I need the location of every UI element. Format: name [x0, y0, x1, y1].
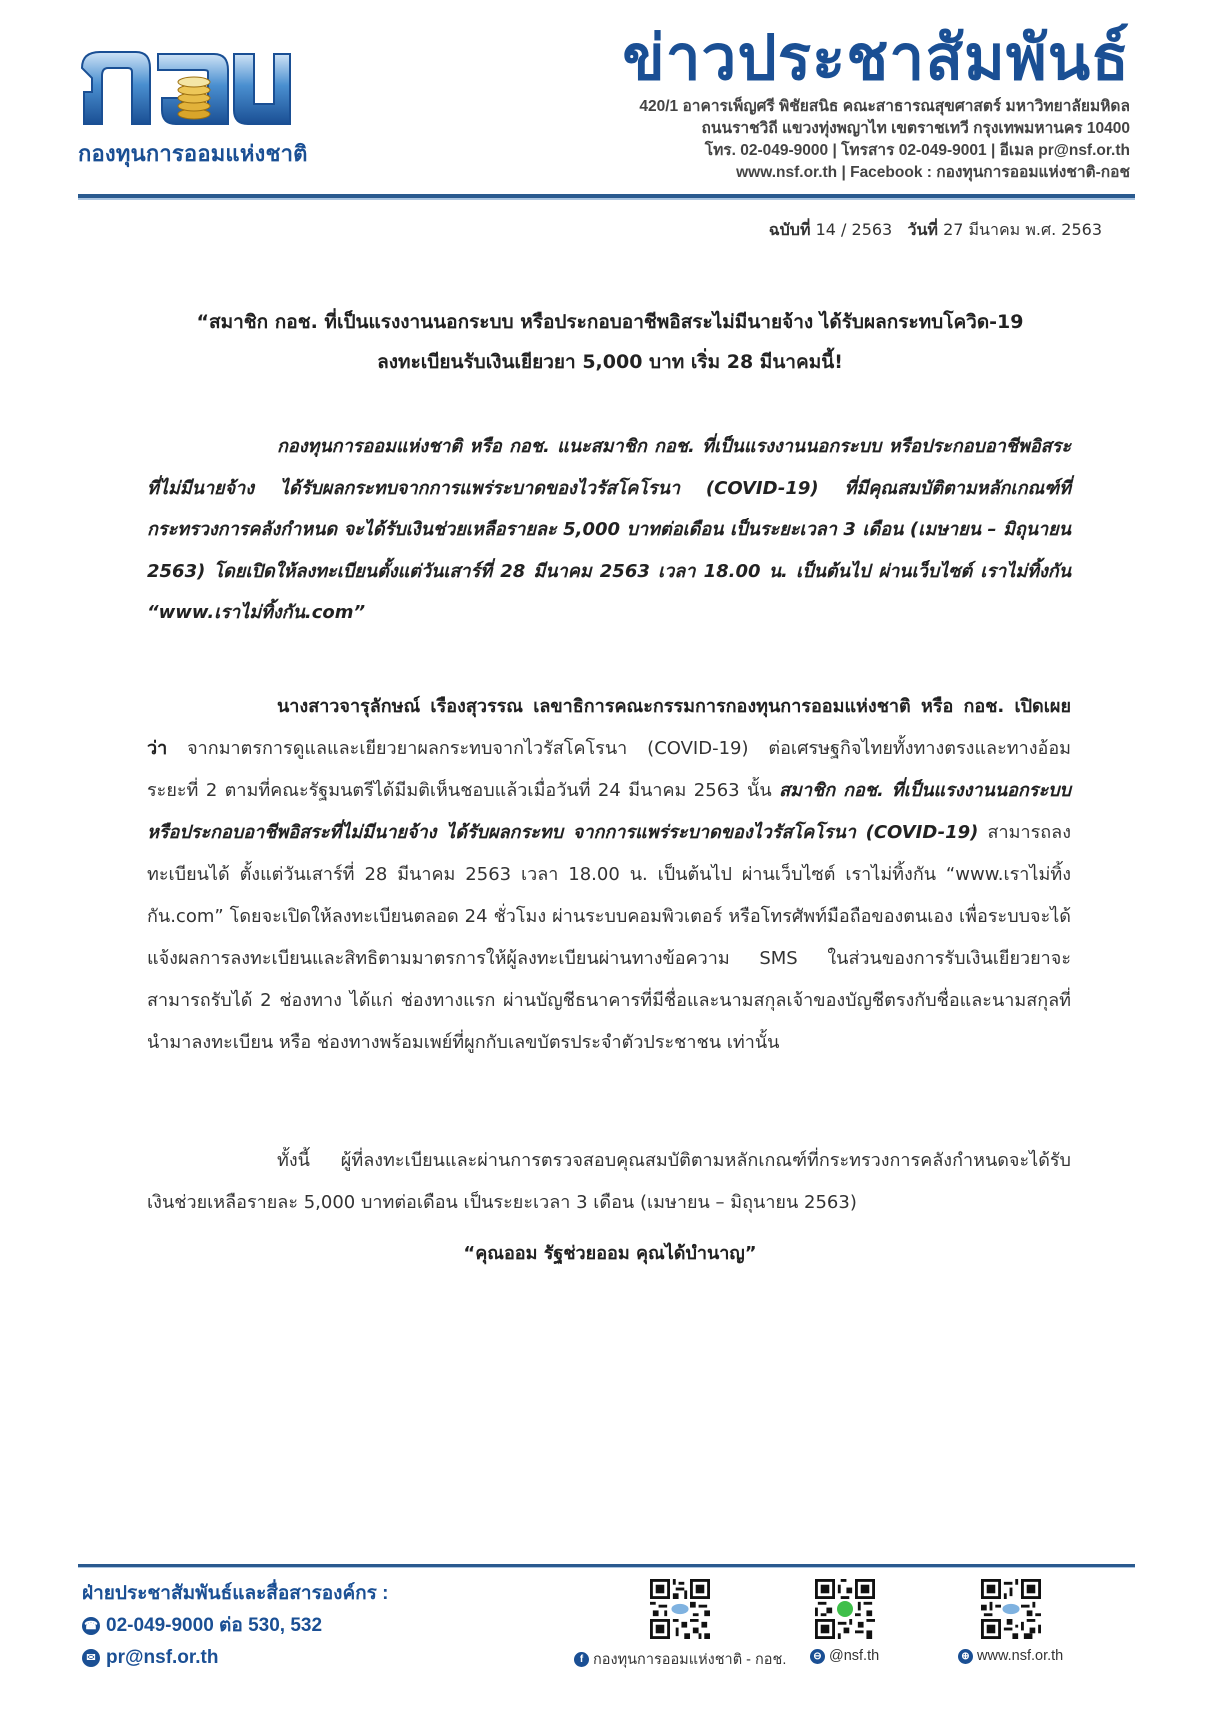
website-link[interactable]: [958, 1648, 1063, 1664]
contact-line: โทร. 02-049-9000 | โทรสาร 02-049-9001 | อีเมล pr@nsf.or.th: [704, 142, 1130, 159]
address-line-2: ถนนราชวิถี แขวงทุ่งพญาไท เขตราชเทวี กรุงเทพมหานคร 10400: [701, 120, 1130, 137]
issue-info: [769, 218, 1102, 243]
paragraph-statement: [147, 686, 1071, 1064]
qr-website: [958, 1578, 1063, 1664]
headline: [120, 302, 1100, 382]
footer-email-row: [82, 1642, 389, 1674]
globe-icon: ⊕: [958, 1649, 973, 1664]
qr-code-icon: [650, 1578, 710, 1640]
page-title: ข่าวประชาสัมพันธ์: [622, 24, 1130, 93]
footer-contact: [82, 1578, 389, 1674]
line-link[interactable]: [810, 1648, 879, 1664]
date-label: วันที่: [907, 220, 938, 239]
statement-text-b: สามารถลงทะเบียนได้ ตั้งแต่วันเสาร์ที่ 28 มีนาคม 2563 เวลา 18.00 น. เป็นต้นไป ผ่านเว็บไซต์ เราไม่ทิ้งกัน “www.เราไม่ทิ้งกัน.com” โดยจะเปิดให้ลงทะเบียนตลอด 24 ชั่วโมง ผ่านระบบคอมพิวเตอร์ หรือโทรศัพท์มือถือของตนเอง เพื่อระบบจะได้แจ้งผลการลงทะเบียนและสิทธิตามมาตรการให้ผู้ลงทะเบียนผ่านทางข้อความ SMS ในส่วนของการรับเงินเยียวยาจะสามารถรับได้ 2 ช่องทาง ได้แก่ ช่องทางแรก ผ่านบัญชีธนาคารที่มีชื่อและนามสกุลเจ้าของบัญชีตรงกับชื่อและนามสกุลที่นำมาลงทะเบียน หรือ ช่องทางพร้อมเพย์ที่ผูกกับเลขบัตรประจำตัวประชาชน เท่านั้น: [147, 822, 1071, 1053]
footer-phone-row: [82, 1610, 389, 1642]
statement-text-a: จากมาตรการดูแลและเยียวยาผลกระทบจากไวรัสโคโรนา (COVID-19) ต่อเศรษฐกิจไทยทั้งทางตรงและทางอ้อม ระยะที่ 2 ตามที่คณะรัฐมนตรีได้มีมติเห็นชอบแล้วเมื่อวันที่ 24 มีนาคม 2563 นั้น: [147, 738, 1071, 801]
issue-date: 27 มีนาคม พ.ศ. 2563: [943, 220, 1102, 239]
email-icon: ✉: [82, 1649, 100, 1667]
paragraph-conclusion: [147, 1140, 1071, 1223]
qr-code-icon: [815, 1578, 875, 1640]
qr-code-website[interactable]: [981, 1578, 1041, 1640]
qr-code-line[interactable]: [815, 1578, 875, 1640]
footer-department: ฝ่ายประชาสัมพันธ์และสื่อสารองค์กร :: [82, 1583, 389, 1604]
slogan: “คุณออม รัฐช่วยออม คุณได้บำนาญ”: [463, 1243, 757, 1264]
qr-code-facebook[interactable]: [650, 1578, 710, 1640]
paragraph-conclusion-text: ทั้งนี้ ผู้ที่ลงทะเบียนและผ่านการตรวจสอบคุณสมบัติตามหลักเกณฑ์ที่กระทรวงการคลังกำหนดจะได้รับเงินช่วยเหลือรายละ 5,000 บาทต่อเดือน เป็นระยะเวลา 3 เดือน (เมษายน – มิถุนายน 2563): [147, 1150, 1071, 1213]
speaker-name: นางสาวจารุลักษณ์ เรืองสุวรรณ เลขาธิการคณะกรรมการกองทุนการออมแห่งชาติ หรือ กอช. เปิดเผยว่า: [147, 696, 1071, 759]
issue-number: 14 / 2563: [815, 220, 893, 239]
address-line-1: 420/1 อาคารเพ็ญศรี พิชัยสนิธ คณะสาธารณสุขศาสตร์ มหาวิทยาลัยมหิดล: [639, 98, 1130, 115]
logo-org-name: กองทุนการออมแห่งชาติ: [78, 141, 308, 166]
press-release-header: [622, 22, 1130, 184]
nsf-logo: [78, 48, 308, 168]
paragraph-intro-text: กองทุนการออมแห่งชาติ หรือ กอช. แนะสมาชิก กอช. ที่เป็นแรงงานนอกระบบ หรือประกอบอาชีพอิสระที่ไม่มีนายจ้าง ได้รับผลกระทบจากการแพร่ระบาดของไวรัสโคโรนา (COVID-19) ที่มีคุณสมบัติตามหลักเกณฑ์ที่กระทรวงการคลังกำหนด จะได้รับเงินช่วยเหลือรายละ 5,000 บาทต่อเดือน เป็นระยะเวลา 3 เดือน (เมษายน – มิถุนายน 2563) โดยเปิดให้ลงทะเบียนตั้งแต่วันเสาร์ที่ 28 มีนาคม 2563 เวลา 18.00 น. เป็นต้นไป ผ่านเว็บไซต์ เราไม่ทิ้งกัน “www.เราไม่ทิ้งกัน.com”: [147, 436, 1071, 623]
headline-line-2: ลงทะเบียนรับเงินเยียวยา 5,000 บาท เริ่ม 28 มีนาคมนี้!: [377, 351, 843, 373]
qr-code-icon: [981, 1578, 1041, 1640]
statement-emphasis: สมาชิก กอช. ที่เป็นแรงงานนอกระบบ หรือประกอบอาชีพอิสระที่ไม่มีนายจ้าง ได้รับผลกระทบ จากการแพร่ระบาดของไวรัสโคโรนา (COVID-19): [147, 780, 1071, 843]
phone-icon: ☎: [82, 1617, 100, 1635]
footer-email[interactable]: pr@nsf.or.th: [106, 1647, 219, 1668]
header-divider: [78, 194, 1135, 200]
line-icon: ⊖: [810, 1649, 825, 1664]
facebook-label: กองทุนการออมแห่งชาติ - กอช.: [593, 1652, 787, 1668]
headline-line-1: “สมาชิก กอช. ที่เป็นแรงงานนอกระบบ หรือประกอบอาชีพอิสระไม่มีนายจ้าง ได้รับผลกระทบโควิด-19: [196, 311, 1024, 333]
footer-phone: 02-049-9000 ต่อ 530, 532: [106, 1615, 323, 1636]
web-line: www.nsf.or.th | Facebook : กองทุนการออมแห่งชาติ-กอช: [736, 164, 1130, 181]
facebook-icon: f: [574, 1652, 589, 1667]
qr-line: [810, 1578, 879, 1664]
qr-facebook: [574, 1578, 786, 1671]
footer-divider: [78, 1564, 1135, 1568]
paragraph-intro: [147, 426, 1071, 634]
nsf-logo-mark-icon: [78, 48, 293, 126]
website-label: www.nsf.or.th: [977, 1648, 1064, 1664]
facebook-link[interactable]: [574, 1648, 786, 1671]
issue-label: ฉบับที่: [768, 220, 811, 239]
line-label: @nsf.th: [829, 1648, 880, 1664]
